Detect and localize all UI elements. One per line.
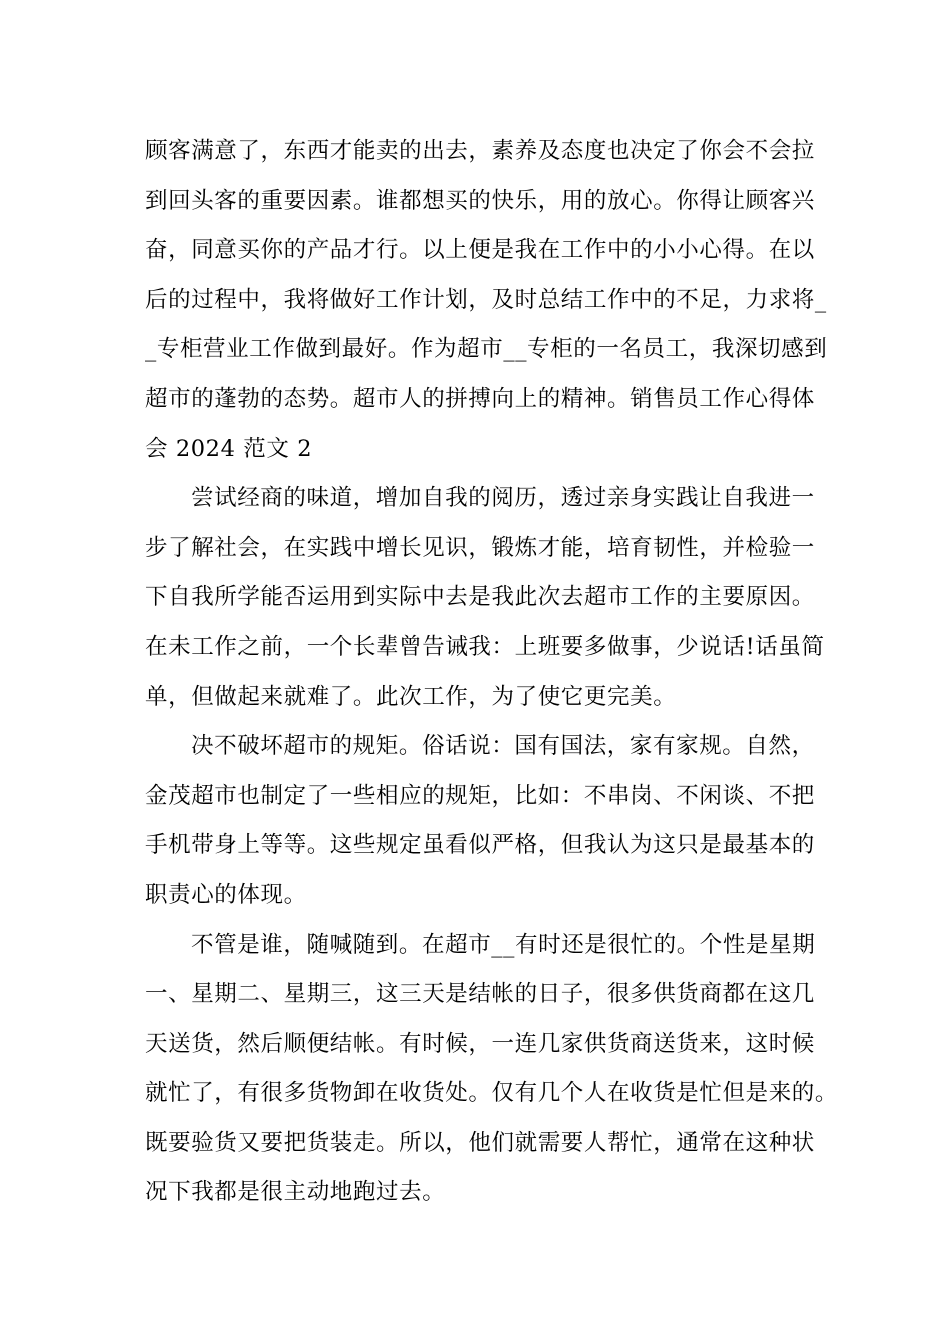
text-line: 奋，同意买你的产品才行。以上便是我在工作中的小小心得。在以 bbox=[145, 237, 815, 264]
text-line: 步了解社会，在实践中增长见识，锻炼才能，培育韧性，并检验一 bbox=[145, 534, 815, 561]
text-line: _专柜营业工作做到最好。作为超市__专柜的一名员工，我深切感到 bbox=[145, 336, 828, 363]
text-line: 会 2024 范文 2 bbox=[145, 435, 313, 462]
text-line: 况下我都是很主动地跑过去。 bbox=[145, 1179, 446, 1206]
text-line: 在未工作之前，一个长辈曾告诫我：上班要多做事，少说话!话虽简 bbox=[145, 633, 825, 660]
paragraph-1 bbox=[145, 127, 835, 474]
text-line: 既要验货又要把货装走。所以，他们就需要人帮忙，通常在这种状 bbox=[145, 1129, 815, 1156]
text-line: 后的过程中，我将做好工作计划，及时总结工作中的不足，力求将_ bbox=[145, 286, 827, 313]
text-line-first: 决不破坏超市的规矩。俗话说：国有国法，家有家规。自然， bbox=[191, 733, 815, 760]
text-line: 超市的蓬勃的态势。超市人的拼搏向上的精神。销售员工作心得体 bbox=[145, 385, 815, 412]
text-line-first: 尝试经商的味道，增加自我的阅历，透过亲身实践让自我进一 bbox=[191, 485, 815, 512]
text-line: 天送货，然后顺便结帐。有时候，一连几家供货商送货来，这时候 bbox=[145, 1030, 815, 1057]
text-line: 职责心的体现。 bbox=[145, 881, 307, 908]
text-line: 就忙了，有很多货物卸在收货处。仅有几个人在收货是忙但是来的。 bbox=[145, 1080, 839, 1107]
document-body bbox=[145, 127, 839, 1218]
paragraph-3 bbox=[145, 722, 835, 920]
text-line: 顾客满意了，东西才能卖的出去，素养及态度也决定了你会不会拉 bbox=[145, 138, 815, 164]
text-line: 到回头客的重要因素。谁都想买的快乐，用的放心。你得让顾客兴 bbox=[145, 187, 815, 214]
text-line: 手机带身上等等。这些规定虽看似严格，但我认为这只是最基本的 bbox=[145, 832, 815, 859]
text-line-first: 不管是谁，随喊随到。在超市__有时还是很忙的。个性是星期 bbox=[191, 931, 816, 958]
text-line: 下自我所学能否运用到实际中去是我此次去超市工作的主要原因。 bbox=[145, 584, 815, 611]
text-line: 一、星期二、星期三，这三天是结帐的日子，很多供货商都在这几 bbox=[145, 981, 815, 1008]
text-line: 金茂超市也制定了一些相应的规矩，比如：不串岗、不闲谈、不把 bbox=[145, 782, 815, 809]
text-line: 单，但做起来就难了。此次工作，为了使它更完美。 bbox=[145, 683, 677, 710]
paragraph-2 bbox=[145, 474, 835, 722]
paragraph-4 bbox=[145, 921, 839, 1219]
